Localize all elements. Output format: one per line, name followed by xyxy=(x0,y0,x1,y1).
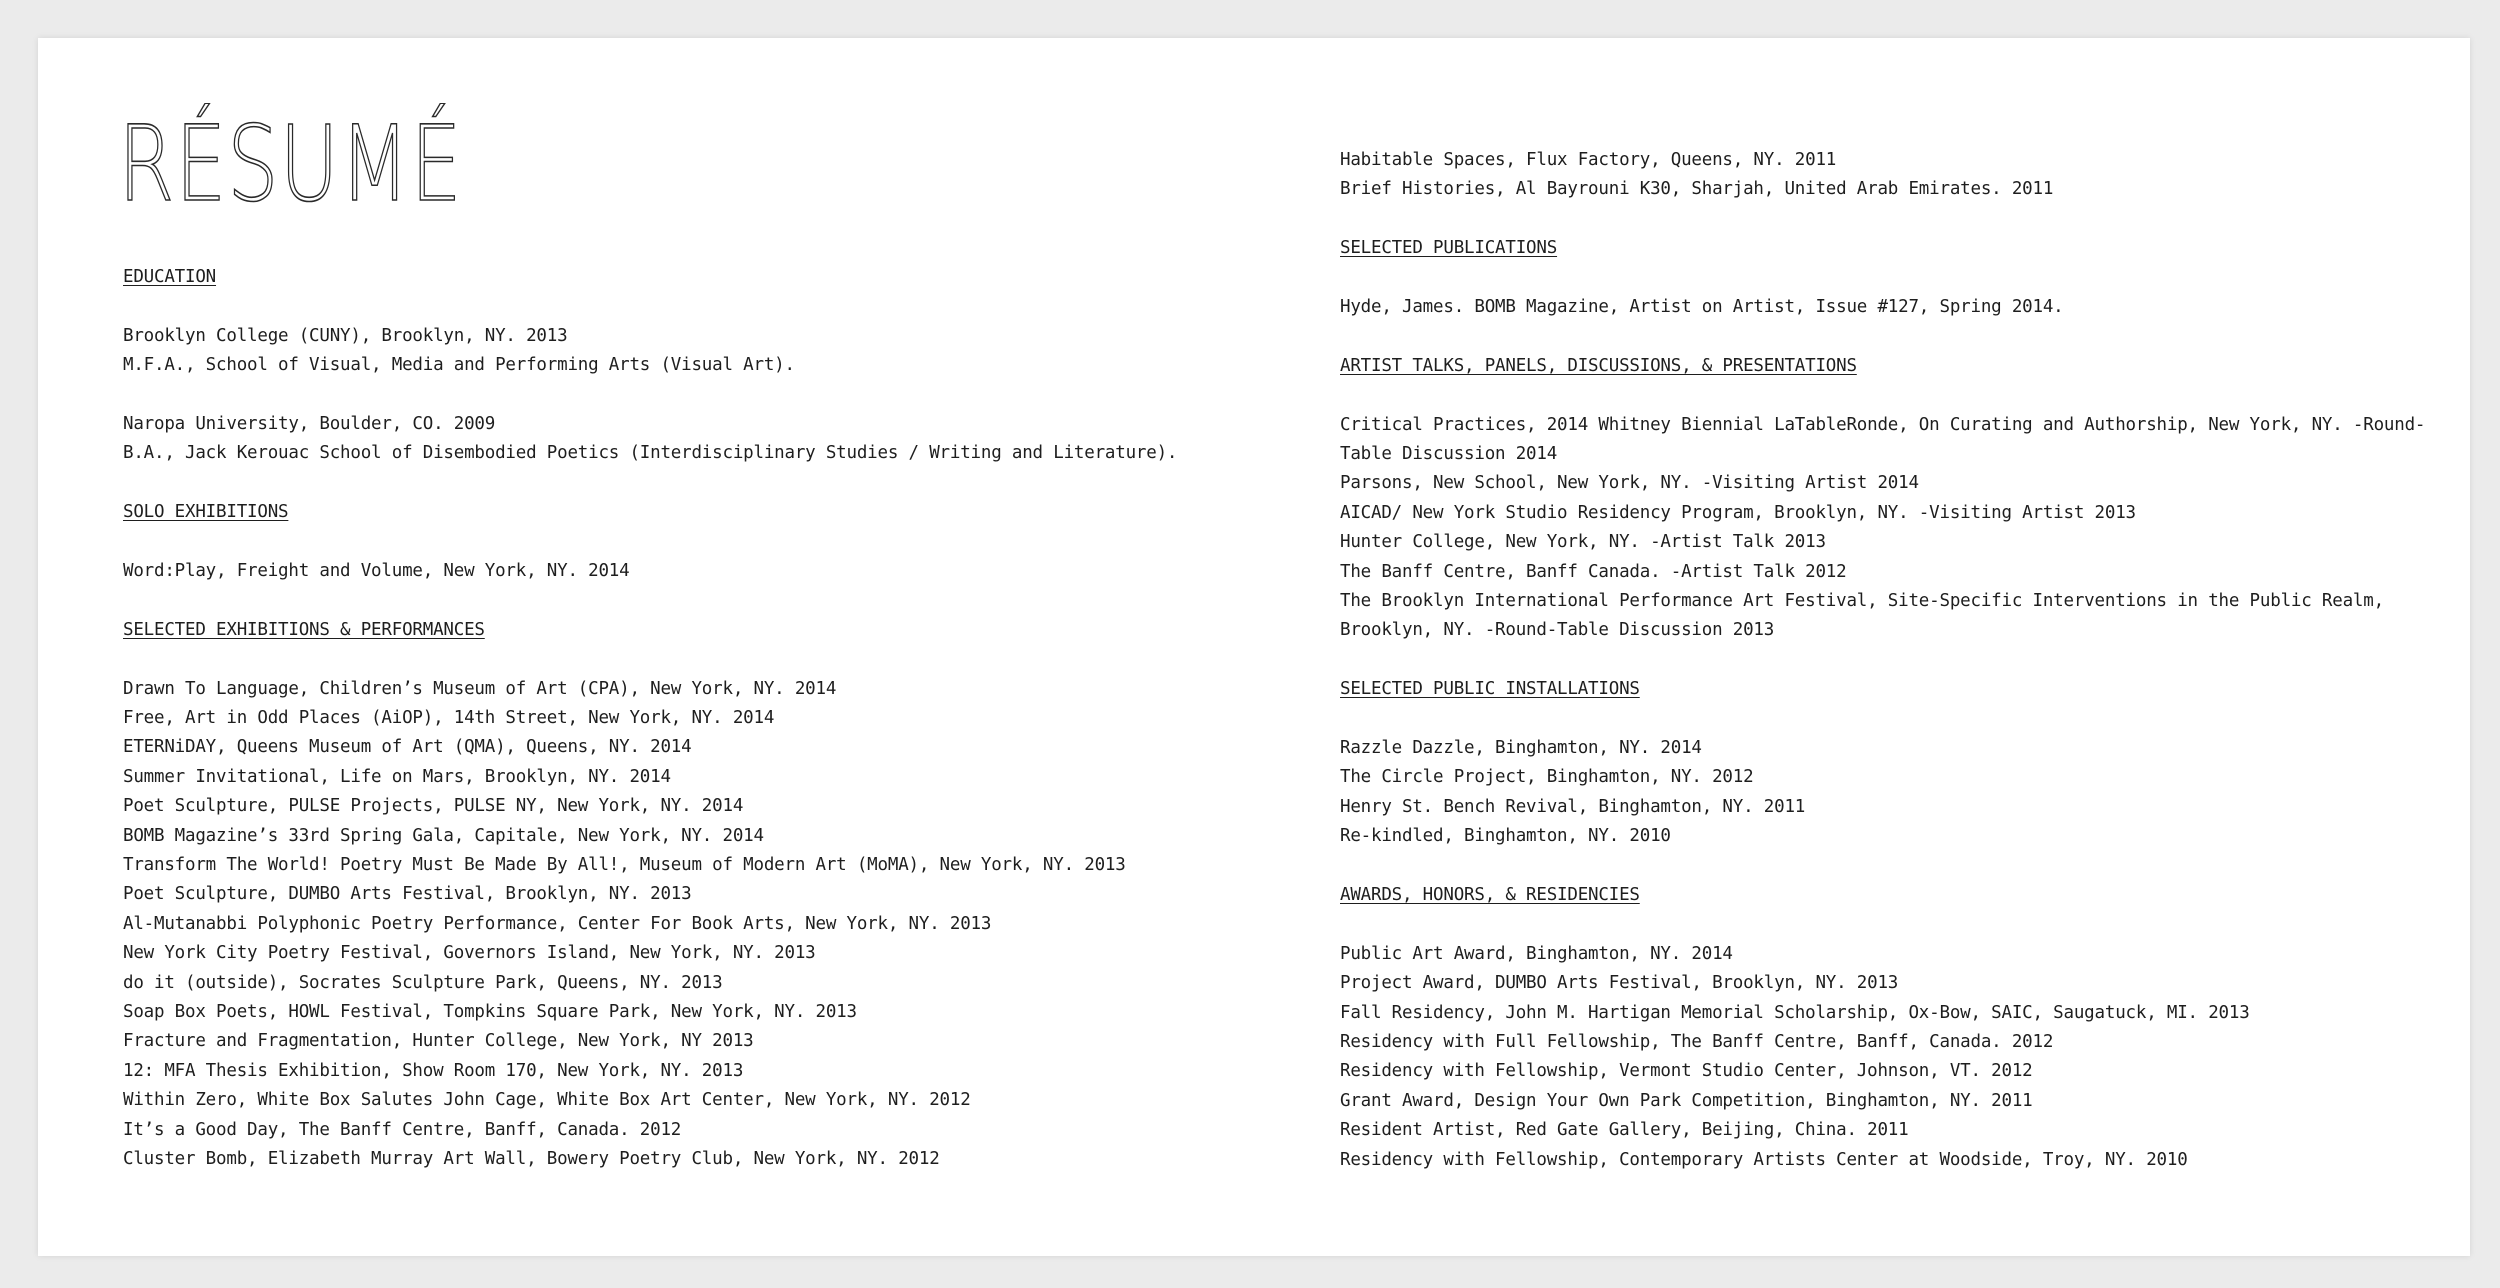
installation-item: The Circle Project, Binghamton, NY. 2012 xyxy=(1340,767,1754,788)
exhibition-item: New York City Poetry Festival, Governors Island, New York, NY. 2013 xyxy=(123,943,816,964)
exhibition-item: BOMB Magazine’s 33rd Spring Gala, Capitale, New York, NY. 2014 xyxy=(123,825,764,846)
exhibition-item: Free, Art in Odd Places (AiOP), 14th Street, New York, NY. 2014 xyxy=(123,708,775,728)
talk-item: Critical Practices, 2014 Whitney Biennial LaTableRonde, On Curating and Authorship, New York, NY. -Round-Table Discussion 2014 xyxy=(1340,414,2426,464)
solo-exhibition-item: Word:Play, Freight and Volume, New York, NY. 2014 xyxy=(123,561,630,581)
exhibition-item: Drawn To Language, Children’s Museum of Art (CPA), New York, NY. 2014 xyxy=(123,678,837,699)
exhibition-item: Transform The World! Poetry Must Be Made By All!, Museum of Modern Art (MoMA), New York, NY. 2013 xyxy=(123,855,1126,876)
publications-heading: SELECTED PUBLICATIONS xyxy=(1340,238,1558,259)
award-item: Project Award, DUMBO Arts Festival, Brooklyn, NY. 2013 xyxy=(1340,973,1899,994)
resume-title: RÉSUMÉ xyxy=(118,103,463,225)
installations-section xyxy=(1340,675,2450,851)
installation-item: Henry St. Bench Revival, Binghamton, NY. 2011 xyxy=(1340,796,1806,817)
exhibition-item: ETERNiDAY, Queens Museum of Art (QMA), Queens, NY. 2014 xyxy=(123,737,692,758)
exhibition-item: It’s a Good Day, The Banff Centre, Banff, Canada. 2012 xyxy=(123,1119,682,1140)
exhibition-item: Cluster Bomb, Elizabeth Murray Art Wall, Bowery Poetry Club, New York, NY. 2012 xyxy=(123,1149,940,1170)
award-item: Public Art Award, Binghamton, NY. 2014 xyxy=(1340,943,1733,964)
talk-item: The Banff Centre, Banff Canada. -Artist Talk 2012 xyxy=(1340,561,1847,582)
installations-heading: SELECTED PUBLIC INSTALLATIONS xyxy=(1340,679,1640,700)
publication-item: Hyde, James. BOMB Magazine, Artist on Artist, Issue #127, Spring 2014. xyxy=(1340,297,2064,317)
award-item: Resident Artist, Red Gate Gallery, Beijing, China. 2011 xyxy=(1340,1120,1909,1141)
solo-exhibitions-section xyxy=(123,498,1273,586)
talk-item: Hunter College, New York, NY. -Artist Talk 2013 xyxy=(1340,532,1826,553)
education-item-detail: B.A., Jack Kerouac School of Disembodied Poetics (Interdisciplinary Studies / Writing and Literature). xyxy=(123,443,1178,464)
awards-section xyxy=(1340,881,2450,1175)
resume-page xyxy=(38,38,2470,1256)
education-section xyxy=(123,263,1273,469)
selected-exhibitions-section xyxy=(123,616,1273,1175)
left-column xyxy=(123,263,1273,1175)
award-item: Fall Residency, John M. Hartigan Memorial Scholarship, Ox-Bow, SAIC, Saugatuck, MI. 2013 xyxy=(1340,1002,2250,1023)
publications-section xyxy=(1340,234,2450,322)
exhibition-item: Summer Invitational, Life on Mars, Brooklyn, NY. 2014 xyxy=(123,766,671,787)
talks-section xyxy=(1340,352,2450,646)
exhibition-item: 12: MFA Thesis Exhibition, Show Room 170, New York, NY. 2013 xyxy=(123,1060,744,1081)
exhibition-item: Al-Mutanabbi Polyphonic Poetry Performance, Center For Book Arts, New York, NY. 2013 xyxy=(123,913,992,934)
talk-item: Parsons, New School, New York, NY. -Visiting Artist 2014 xyxy=(1340,473,1919,494)
exhibition-item: Habitable Spaces, Flux Factory, Queens, NY. 2011 xyxy=(1340,150,1837,170)
education-item-detail: M.F.A., School of Visual, Media and Performing Arts (Visual Art). xyxy=(123,355,795,376)
award-item: Residency with Full Fellowship, The Banff Centre, Banff, Canada. 2012 xyxy=(1340,1032,2054,1053)
exhibition-item: Within Zero, White Box Salutes John Cage, White Box Art Center, New York, NY. 2012 xyxy=(123,1090,971,1111)
installation-item: Re-kindled, Binghamton, NY. 2010 xyxy=(1340,826,1671,847)
education-item: Naropa University, Boulder, CO. 2009 xyxy=(123,414,496,434)
talk-item: The Brooklyn International Performance Art Festival, Site-Specific Interventions in the Public Realm, Brooklyn, NY. -Round-Table Discussion 2013 xyxy=(1340,591,2384,641)
education-heading: EDUCATION xyxy=(123,267,217,287)
exhibition-item: Poet Sculpture, PULSE Projects, PULSE NY, New York, NY. 2014 xyxy=(123,796,744,817)
exhibition-item: do it (outside), Socrates Sculpture Park, Queens, NY. 2013 xyxy=(123,972,723,993)
exhibitions-continued xyxy=(1340,146,2450,205)
exhibition-item: Brief Histories, Al Bayrouni K30, Sharjah, United Arab Emirates. 2011 xyxy=(1340,179,2054,200)
talks-heading: ARTIST TALKS, PANELS, DISCUSSIONS, & PRESENTATIONS xyxy=(1340,355,1857,376)
exhibition-item: Soap Box Poets, HOWL Festival, Tompkins Square Park, New York, NY. 2013 xyxy=(123,1002,857,1023)
right-column xyxy=(1340,146,2450,1175)
award-item: Residency with Fellowship, Contemporary Artists Center at Woodside, Troy, NY. 2010 xyxy=(1340,1149,2188,1170)
awards-heading: AWARDS, HONORS, & RESIDENCIES xyxy=(1340,885,1640,906)
award-item: Residency with Fellowship, Vermont Studio Center, Johnson, VT. 2012 xyxy=(1340,1061,2033,1082)
education-item: Brooklyn College (CUNY), Brooklyn, NY. 2013 xyxy=(123,325,568,346)
exhibition-item: Fracture and Fragmentation, Hunter College, New York, NY 2013 xyxy=(123,1031,754,1052)
solo-exhibitions-heading: SOLO EXHIBITIONS xyxy=(123,502,289,523)
talk-item: AICAD/ New York Studio Residency Program, Brooklyn, NY. -Visiting Artist 2013 xyxy=(1340,502,2136,523)
award-item: Grant Award, Design Your Own Park Competition, Binghamton, NY. 2011 xyxy=(1340,1090,2033,1111)
selected-exhibitions-heading: SELECTED EXHIBITIONS & PERFORMANCES xyxy=(123,619,485,640)
installation-item: Razzle Dazzle, Binghamton, NY. 2014 xyxy=(1340,738,1702,759)
exhibition-item: Poet Sculpture, DUMBO Arts Festival, Brooklyn, NY. 2013 xyxy=(123,884,692,905)
